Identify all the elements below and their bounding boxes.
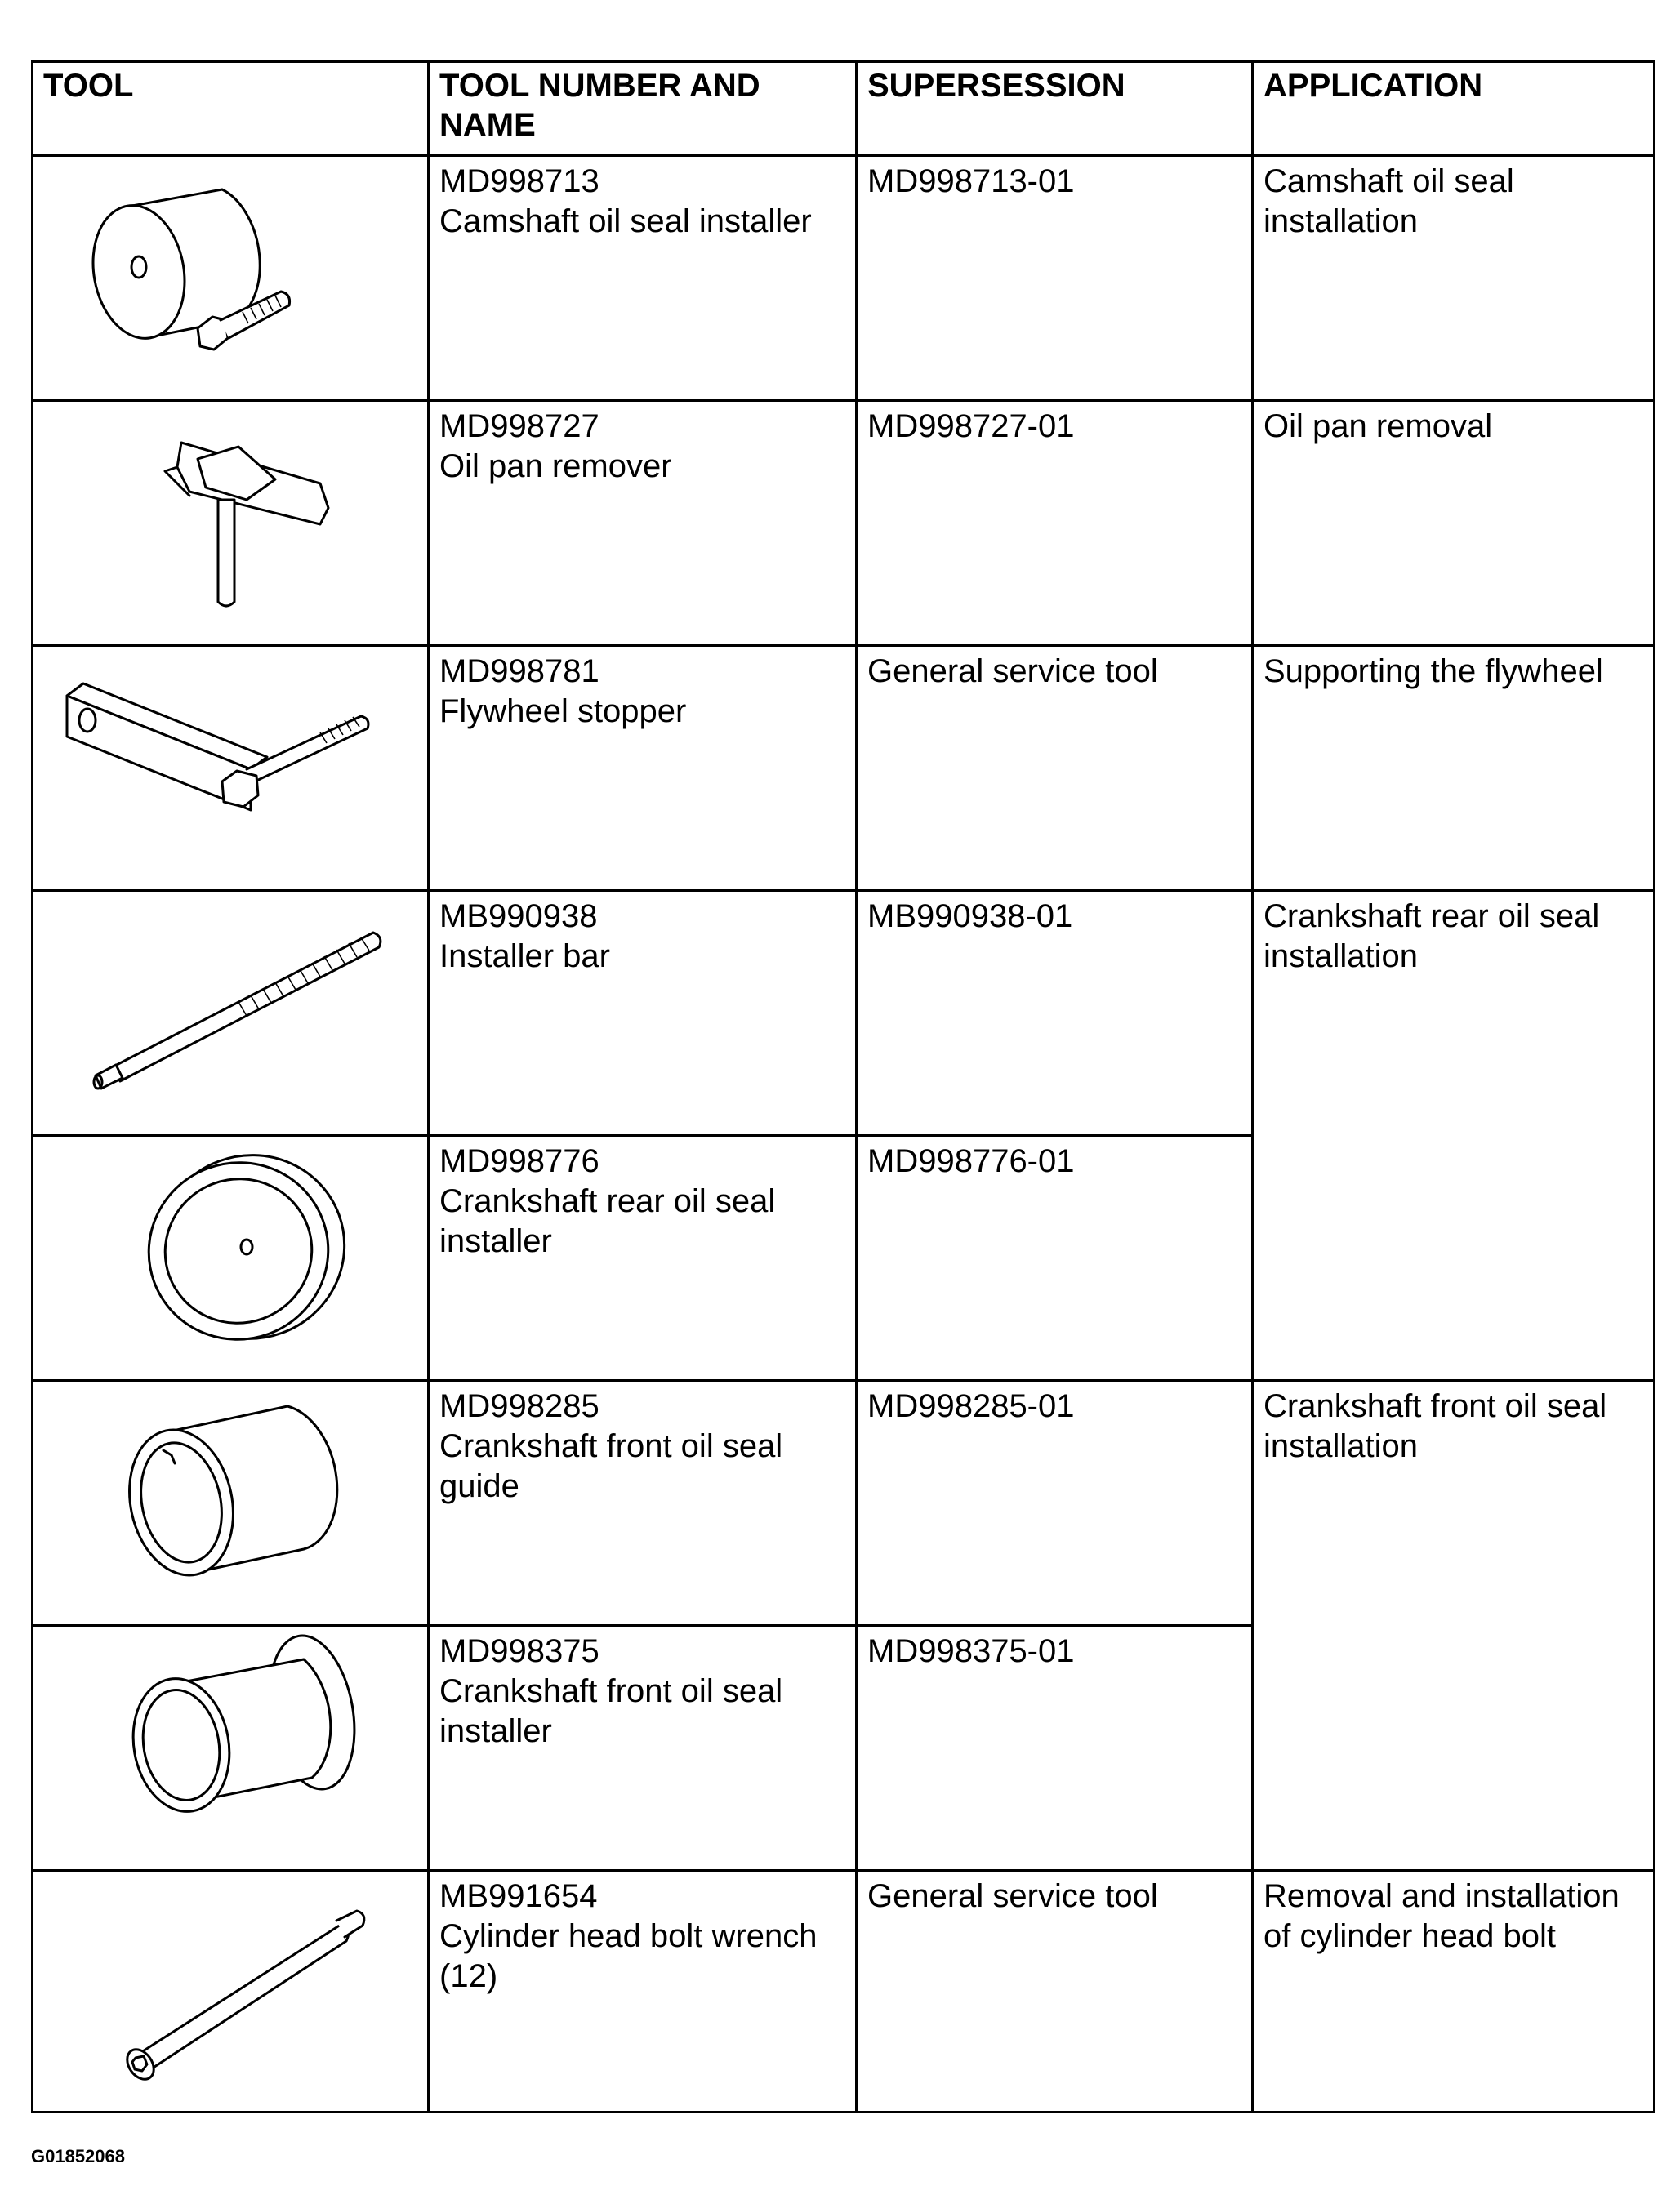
supersession-cell: MD998285-01 [857,1381,1253,1626]
tool-name: Camshaft oil seal installer [439,203,812,239]
tool-number-name-cell [429,1381,857,1626]
tool-image-cell [33,401,429,646]
tool-number-name-cell [429,1136,857,1381]
tool-number: MD998285 [439,1388,599,1424]
tool-name: Cylinder head bolt wrench (12) [439,1918,818,1994]
tool-number-name-cell [429,891,857,1136]
tool-number: MD998727 [439,408,599,444]
supersession-cell: MD998776-01 [857,1136,1253,1381]
camshaft-oil-seal-installer-icon [67,157,394,377]
special-tools-table [31,60,1655,2113]
installer-bar-icon [51,892,410,1112]
tool-name: Oil pan remover [439,448,672,484]
oil-pan-remover-icon [67,402,394,622]
cylinder-head-bolt-wrench-icon [59,1872,402,2092]
application-cell: Camshaft oil seal installation [1253,156,1655,401]
tool-image-cell [33,1871,429,2113]
supersession-cell: MD998713-01 [857,156,1253,401]
header-supersession: SUPERSESSION [857,62,1253,156]
tool-image-cell [33,1381,429,1626]
application-cell: Supporting the flywheel [1253,646,1655,891]
table-row [33,646,1655,891]
tool-image-cell [33,1136,429,1381]
application-cell: Oil pan removal [1253,401,1655,646]
tool-image-cell [33,156,429,401]
tool-name: Installer bar [439,938,610,974]
header-tool: TOOL [33,62,429,156]
crankshaft-front-oil-seal-guide-icon [67,1382,394,1602]
tool-number: MD998375 [439,1633,599,1669]
tool-name: Flywheel stopper [439,693,687,729]
tool-number: MB991654 [439,1878,598,1914]
tool-number: MD998713 [439,163,599,199]
table-row [33,891,1655,1136]
tool-number-name-cell [429,156,857,401]
application-cell: Crankshaft front oil seal installation [1253,1381,1655,1871]
supersession-cell: General service tool [857,1871,1253,2113]
table-row [33,1381,1655,1626]
supersession-cell: General service tool [857,646,1253,891]
table-row [33,156,1655,401]
table-row [33,401,1655,646]
tool-image-cell [33,891,429,1136]
header-row [33,62,1655,156]
flywheel-stopper-icon [51,647,410,867]
tool-number: MB990938 [439,898,598,934]
supersession-cell: MD998375-01 [857,1626,1253,1871]
tool-number-name-cell [429,401,857,646]
tool-name: Crankshaft front oil seal installer [439,1673,783,1749]
supersession-cell: MB990938-01 [857,891,1253,1136]
figure-id: G01852068 [31,2146,125,2166]
tool-number: MD998781 [439,653,599,689]
tool-name: Crankshaft front oil seal guide [439,1428,783,1504]
application-cell: Removal and installation of cylinder head bolt [1253,1871,1655,2113]
tool-number-name-cell [429,1626,857,1871]
tool-number-name-cell [429,646,857,891]
crankshaft-rear-oil-seal-installer-icon [67,1137,394,1357]
header-application: APPLICATION [1253,62,1655,156]
tool-number-name-cell [429,1871,857,2113]
tool-number: MD998776 [439,1143,599,1179]
header-tool-number-and-name: TOOL NUMBER AND NAME [429,62,857,156]
tool-image-cell [33,1626,429,1871]
table-row [33,1871,1655,2113]
tool-image-cell [33,646,429,891]
crankshaft-front-oil-seal-installer-icon [67,1627,394,1847]
application-cell: Crankshaft rear oil seal installation [1253,891,1655,1381]
tool-name: Crankshaft rear oil seal installer [439,1183,776,1259]
supersession-cell: MD998727-01 [857,401,1253,646]
